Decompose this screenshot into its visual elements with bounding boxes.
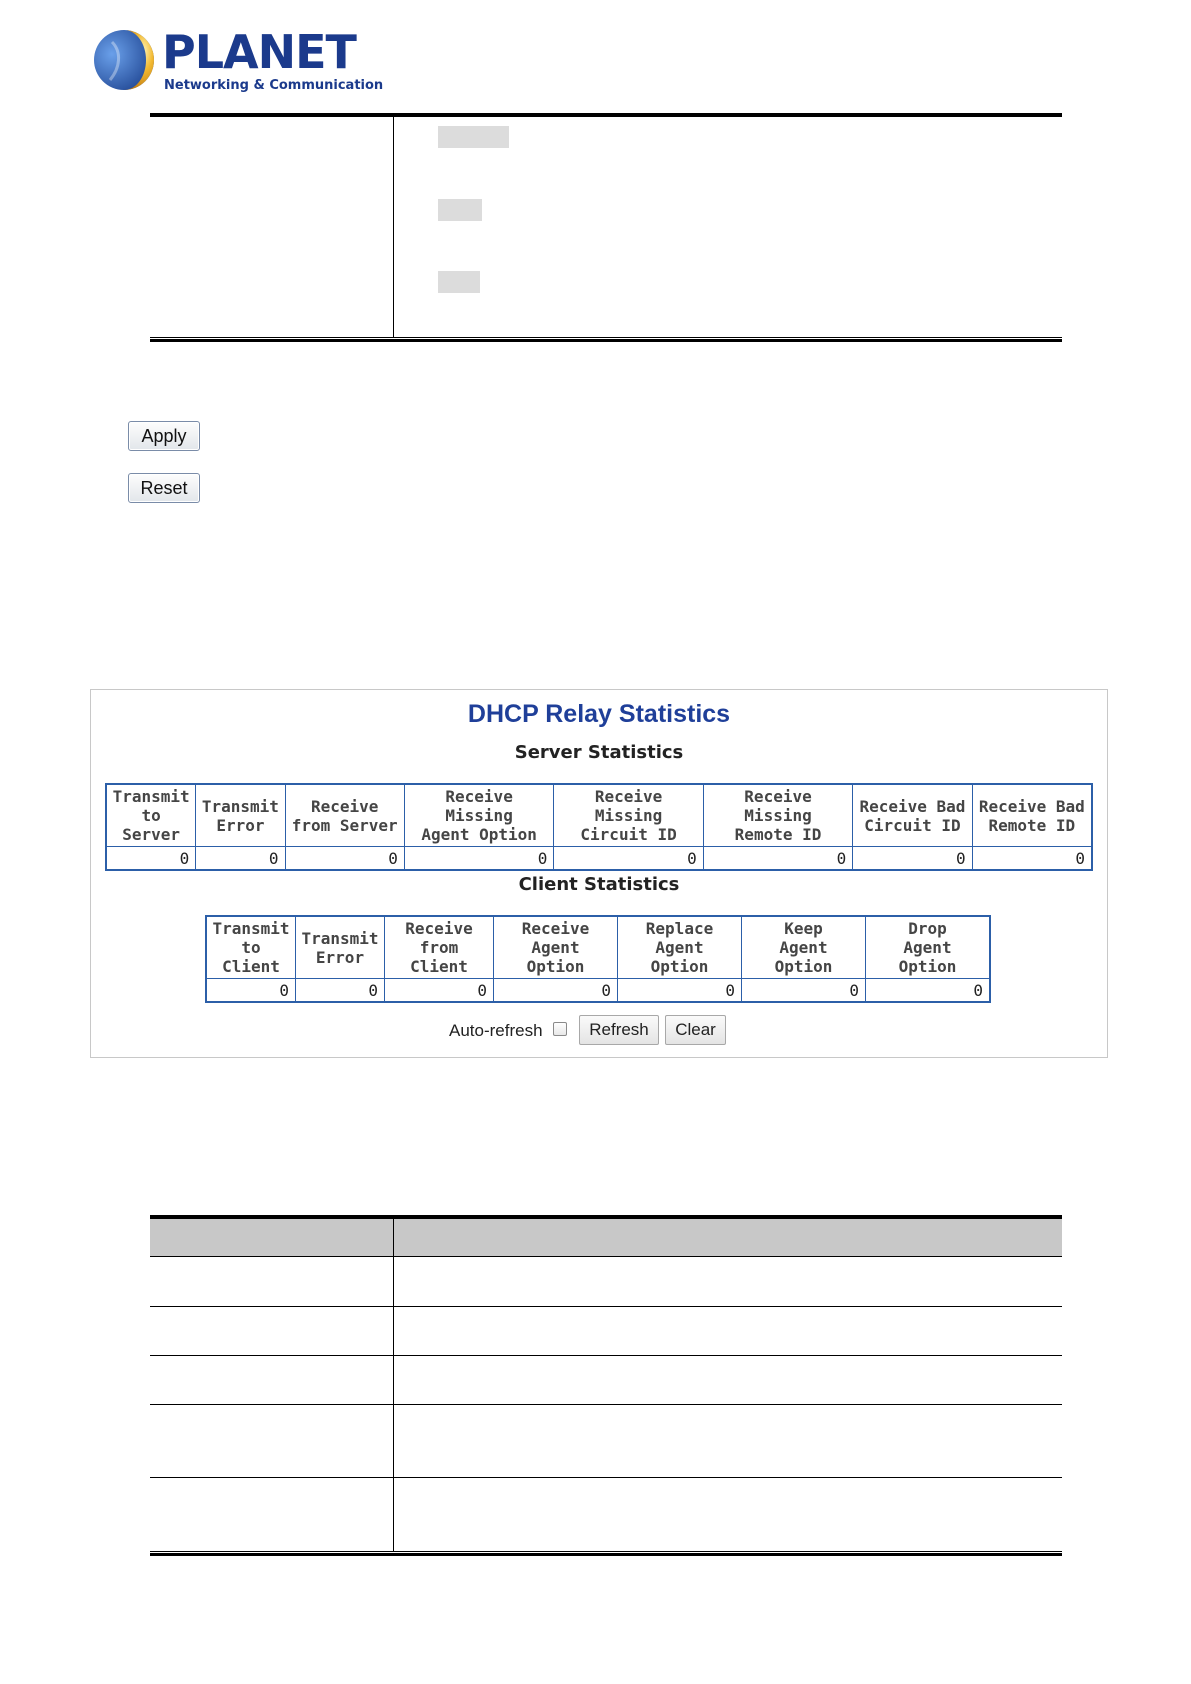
apply-button[interactable]: Apply: [128, 421, 200, 451]
column-header: Receive Missing Remote ID: [703, 784, 852, 847]
stat-value: 0: [206, 979, 296, 1003]
table-bottom-rule: [150, 337, 1062, 342]
column-header: Transmit to Client: [206, 916, 296, 979]
table-row: [206, 979, 990, 1003]
stat-value: 0: [285, 847, 404, 871]
column-header: Transmit Error: [296, 916, 385, 979]
auto-refresh-label: Auto-refresh: [449, 1021, 543, 1040]
table-header-row: [106, 784, 1092, 847]
stat-value: 0: [494, 979, 618, 1003]
table-row: [106, 847, 1092, 871]
column-header: Receive from Client: [385, 916, 494, 979]
globe-logo-icon: [92, 28, 156, 92]
stat-value: 0: [703, 847, 852, 871]
stat-value: 0: [972, 847, 1092, 871]
column-header: Receive Bad Circuit ID: [853, 784, 972, 847]
table-row: [150, 1307, 1062, 1356]
stat-value: 0: [385, 979, 494, 1003]
redacted-text: [438, 271, 480, 293]
column-header: Receive Missing Circuit ID: [554, 784, 703, 847]
auto-refresh-checkbox[interactable]: [553, 1022, 567, 1036]
stat-value: 0: [554, 847, 703, 871]
column-header: Drop Agent Option: [866, 916, 991, 979]
table-row: [150, 1405, 1062, 1478]
client-statistics-table: [205, 915, 991, 1003]
server-statistics-title: Server Statistics: [514, 742, 684, 763]
table-header-row: [206, 916, 990, 979]
planet-logo: [92, 25, 384, 98]
table-top-rule: [150, 113, 1062, 117]
redacted-text: [438, 126, 509, 148]
refresh-button[interactable]: Refresh: [579, 1015, 659, 1045]
stat-value: 0: [853, 847, 972, 871]
column-header: Receive Missing Agent Option: [404, 784, 553, 847]
stat-value: 0: [742, 979, 866, 1003]
stat-value: 0: [866, 979, 991, 1003]
table-bottom-rule: [150, 1551, 1062, 1556]
stat-value: 0: [618, 979, 742, 1003]
dhcp-relay-statistics-panel: [90, 689, 1108, 1058]
clear-button[interactable]: Clear: [665, 1015, 726, 1045]
client-statistics-title: Client Statistics: [518, 874, 680, 895]
table-column-divider: [393, 1219, 394, 1551]
column-header: Receive Bad Remote ID: [972, 784, 1092, 847]
redacted-text: [438, 199, 482, 221]
brand-tagline: Networking & Communication: [164, 78, 384, 93]
table-header-row: [150, 1219, 1062, 1257]
panel-controls: [91, 1015, 1107, 1045]
column-header: Transmit Error: [196, 784, 285, 847]
table-row: [150, 1478, 1062, 1551]
column-header: Replace Agent Option: [618, 916, 742, 979]
table-row: [150, 1257, 1062, 1307]
column-header: Receive from Server: [285, 784, 404, 847]
column-header: Transmit to Server: [106, 784, 196, 847]
table-column-divider: [393, 117, 394, 337]
column-header: Keep Agent Option: [742, 916, 866, 979]
column-header: Receive Agent Option: [494, 916, 618, 979]
stat-value: 0: [196, 847, 285, 871]
brand-name: PLANET: [162, 25, 356, 79]
reset-button[interactable]: Reset: [128, 473, 200, 503]
stat-value: 0: [404, 847, 553, 871]
table-row: [150, 1356, 1062, 1405]
server-statistics-table: [105, 783, 1093, 871]
page-title: DHCP Relay Statistics: [467, 700, 731, 728]
stat-value: 0: [296, 979, 385, 1003]
stat-value: 0: [106, 847, 196, 871]
